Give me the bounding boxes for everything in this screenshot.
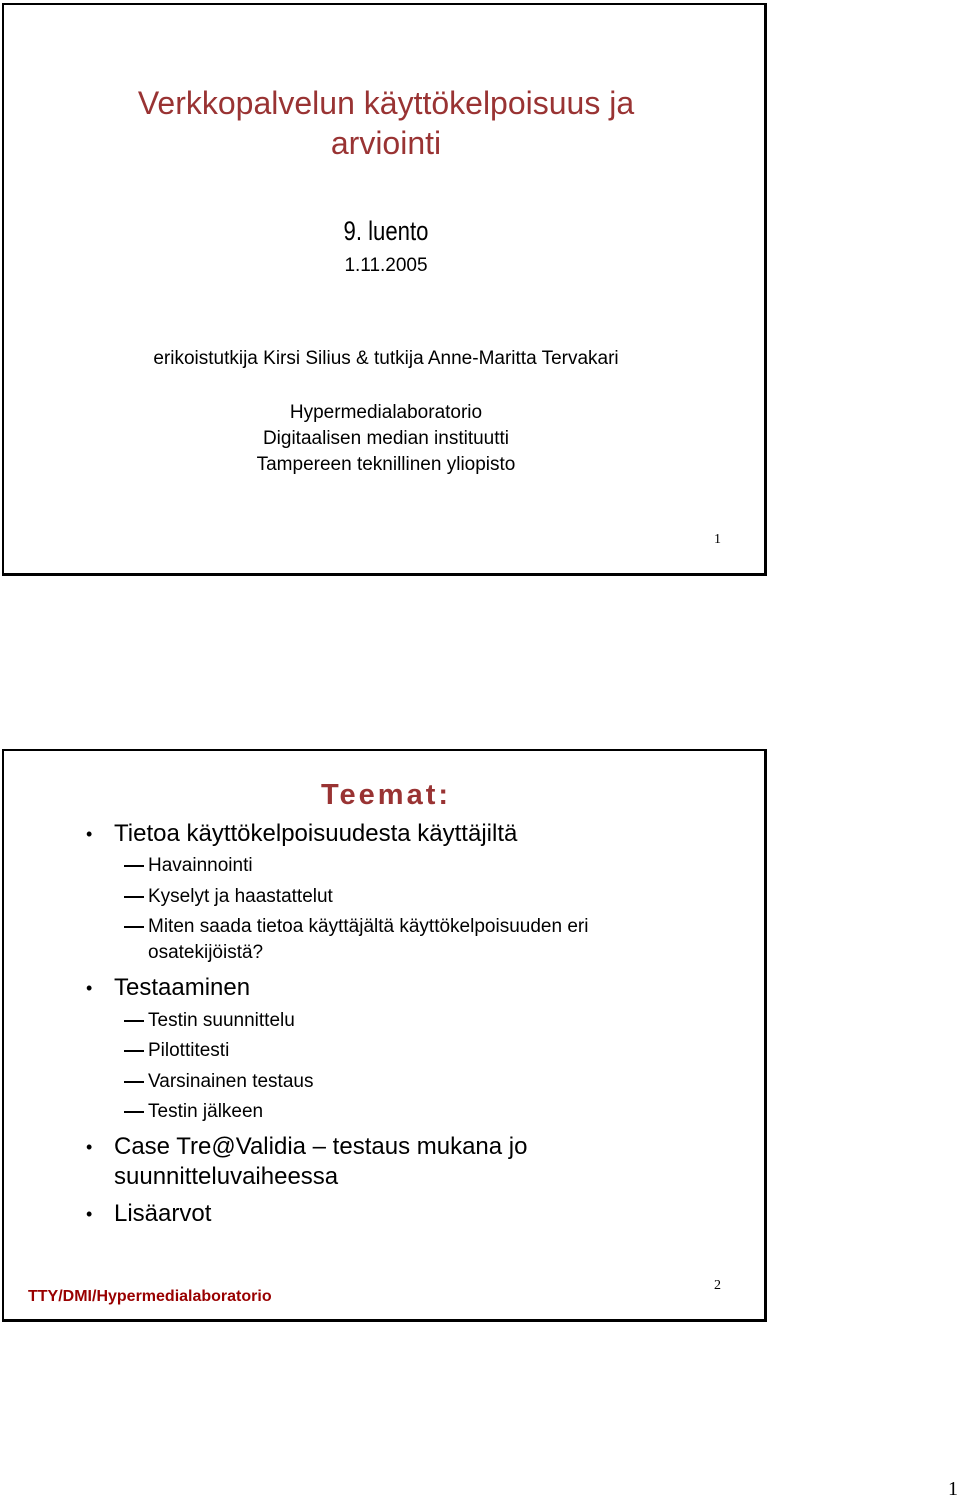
slide-number: 1	[714, 532, 721, 547]
lecture-date: 1.11.2005	[344, 255, 428, 276]
bullet-icon: •	[86, 978, 93, 998]
bullet-icon: •	[86, 1204, 93, 1224]
organization	[4, 400, 768, 478]
sub-list-item	[148, 1099, 263, 1124]
page-number: 1	[948, 1478, 958, 1500]
dash-icon	[124, 1020, 144, 1022]
lecture-number: 9. luento	[343, 216, 429, 246]
sub-list-item-label: Kyselyt ja haastattelut	[148, 886, 333, 907]
slide-2	[2, 749, 767, 1322]
list-item-continued	[114, 1162, 338, 1192]
list-item-label: suunnitteluvaiheessa	[114, 1163, 339, 1190]
list-item	[86, 1199, 212, 1229]
sub-list-item	[148, 884, 333, 909]
sub-list-item-label: Testin suunnittelu	[148, 1010, 295, 1031]
sub-list-item	[148, 1069, 313, 1094]
list-item-label: Testaaminen	[114, 974, 251, 1001]
bullet-icon: •	[86, 824, 93, 844]
sub-list-item	[148, 1038, 229, 1063]
sub-list-item	[148, 1008, 295, 1033]
dash-icon	[124, 1111, 144, 1113]
slide-number: 2	[714, 1278, 721, 1293]
title-line-1: Verkkopalvelun käyttökelpoisuus ja	[137, 85, 635, 121]
list-item-label: Case Tre@Validia – testaus mukana jo	[114, 1133, 528, 1160]
sub-list-item-label: Havainnointi	[148, 855, 253, 876]
sub-list-item-continued	[148, 940, 263, 965]
sub-list-item	[148, 853, 253, 878]
list-item	[86, 973, 251, 1003]
list-item-label: Lisäarvot	[114, 1200, 212, 1227]
authors: erikoistutkija Kirsi Silius & tutkija Anne-Maritta Tervakari	[153, 348, 619, 369]
slide-title	[4, 83, 768, 163]
org-line-2: Digitaalisen median instituutti	[262, 428, 510, 449]
slide-footer: TTY/DMI/Hypermedialaboratorio	[28, 1288, 272, 1305]
sub-list-item-label: Pilottitesti	[148, 1040, 230, 1061]
title-line-2: arviointi	[330, 125, 442, 161]
sub-list-item	[148, 914, 588, 939]
org-line-3: Tampereen teknillinen yliopisto	[256, 454, 516, 475]
dash-icon	[124, 896, 144, 898]
dash-icon	[124, 1081, 144, 1083]
sub-list-item-label: Miten saada tietoa käyttäjältä käyttökelpoisuuden eri	[148, 916, 589, 937]
list-item	[86, 819, 518, 849]
slide-heading: Teemat:	[320, 779, 452, 811]
list-item-label: Tietoa käyttökelpoisuudesta käyttäjiltä	[114, 820, 518, 847]
slide-1	[2, 3, 767, 576]
org-line-1: Hypermedialaboratorio	[289, 402, 483, 423]
dash-icon	[124, 865, 144, 867]
bullet-icon: •	[86, 1137, 93, 1157]
list-item	[86, 1132, 528, 1162]
sub-list-item-label: Testin jälkeen	[148, 1101, 264, 1122]
dash-icon	[124, 926, 144, 928]
sub-list-item-label: Varsinainen testaus	[148, 1071, 314, 1092]
dash-icon	[124, 1050, 144, 1052]
sub-list-item-label: osatekijöistä?	[148, 942, 264, 963]
